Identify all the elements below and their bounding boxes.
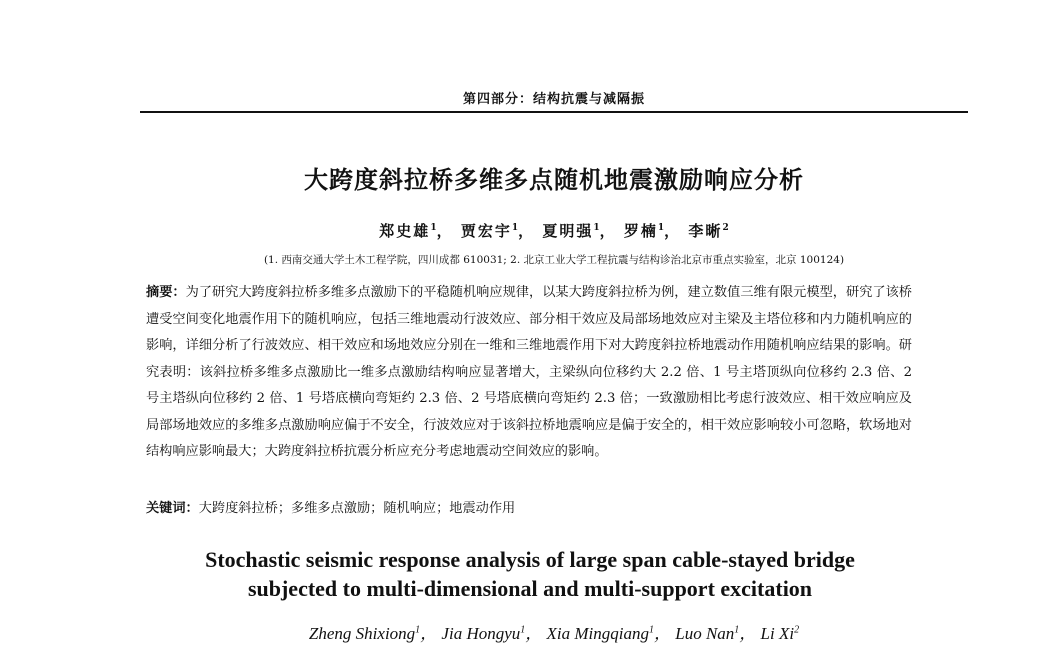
author-affil-mark: 1 [520, 624, 526, 636]
author-affil-mark: 1 [430, 223, 437, 233]
abstract-text: 为了研究大跨度斜拉桥多维多点激励下的平稳随机响应规律，以某大跨度斜拉桥为例，建立数值三维有限元模型，研究了该桥遭受空间变化地震作用下的随机响应，包括三维地震动行波效应、部分相干效应及局部场地效应对主梁及主塔位移和内力随机响应的影响，详细分析了行波效应、相干效应和场地效应分别在一维和三维地震作用下对大跨度斜拉桥地震动作用随机响应结果的影响。研究表明：该斜拉桥多维多点激励比一维多点激励结构响应显著增大，主梁纵向位移约大 2.2 倍、1 号主塔顶纵向位移约 2.3 倍、2 号主塔纵向位移约 2 倍、1 号塔底横向弯矩约 2.3 倍、2 号塔底横向弯矩约 2.3 倍；一致激励相比考虑行波效应、相干效应响应及局部场地效应的多维多点激励响应偏于不安全，行波效应对于该斜拉桥地震响应是偏于安全的，相干效应影响较小可忽略，软场地对结构响应影响最大；大跨度斜拉桥抗震分析应充分考虑地震动空间效应的影响。 [146, 285, 912, 459]
author-separator: ， [739, 624, 757, 643]
author-name: 贾宏宇 [460, 222, 512, 240]
author-affil-mark: 1 [593, 223, 600, 233]
author-affil-mark: 1 [648, 624, 654, 636]
author-separator: ， [436, 222, 454, 240]
title-chinese: 大跨度斜拉桥多维多点随机地震激励响应分析 [304, 166, 804, 194]
author-affil-mark: 1 [511, 223, 519, 233]
author-name: Xia Mingqiang [546, 624, 649, 643]
author-name: Li Xi [760, 624, 795, 643]
authors-chinese [140, 220, 968, 241]
author-affil-mark: 2 [794, 624, 800, 636]
keywords-text: 大跨度斜拉桥；多维多点激励；随机响应；地震动作用 [198, 501, 516, 516]
abstract-label: 摘要： [146, 285, 186, 300]
authors-english [140, 619, 968, 644]
author-name: Luo Nan [675, 624, 735, 643]
author-separator: ， [599, 222, 617, 240]
author-name: Zheng Shixiong [308, 624, 416, 643]
author-name: 李晰 [688, 222, 723, 240]
author-separator: ， [664, 222, 682, 240]
title-english-line: subjected to multi-dimensional and multi-support excitation [247, 576, 813, 601]
author-name: 郑史雄 [379, 222, 431, 240]
author-name: 罗楠 [623, 222, 658, 240]
title-english-line: Stochastic seismic response analysis of large span cable-stayed bridge [205, 547, 855, 572]
author-separator: ， [420, 624, 438, 643]
author-affil-mark: 1 [657, 223, 665, 233]
running-header: 第四部分：结构抗震与减隔振 [462, 92, 645, 107]
abstract-chinese [146, 280, 912, 466]
author-name: Jia Hongyu [441, 624, 521, 643]
title-english [110, 545, 950, 603]
author-separator: ， [525, 624, 543, 643]
header-rule [140, 111, 968, 113]
author-affil-mark: 1 [415, 624, 421, 636]
keywords-chinese [146, 497, 912, 521]
author-name: 夏明强 [542, 222, 594, 240]
author-separator: ， [518, 222, 536, 240]
keywords-label: 关键词： [146, 501, 199, 516]
author-affil-mark: 1 [734, 624, 740, 636]
author-separator: ， [653, 624, 671, 643]
author-affil-mark: 2 [722, 223, 729, 233]
affiliation-chinese: (1. 西南交通大学土木工程学院，四川成都 610031; 2. 北京工业大学工程抗震与结构诊治北京市重点实验室，北京 100124) [263, 254, 845, 266]
